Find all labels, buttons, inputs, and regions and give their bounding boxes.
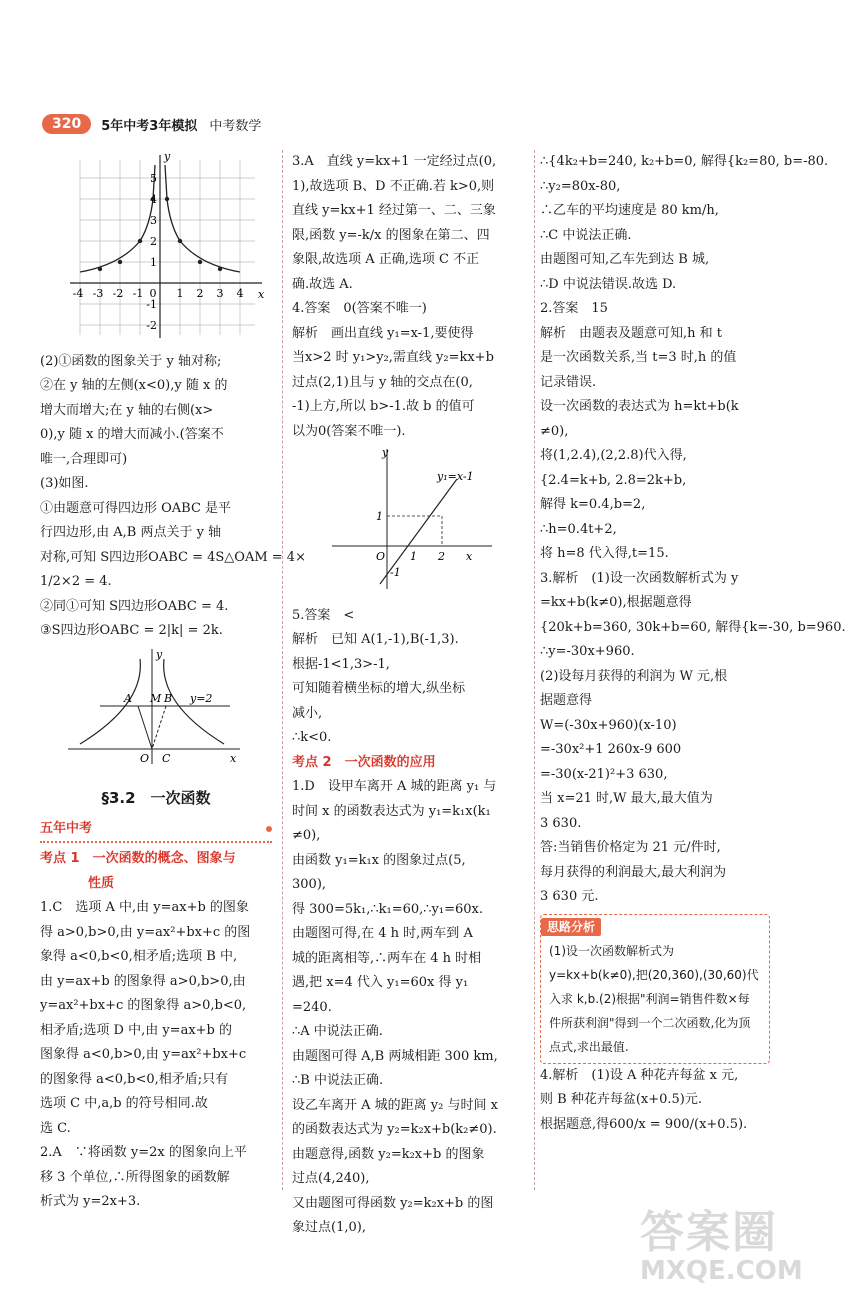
text-line: 5.答案 < — [292, 607, 355, 623]
text-line: 1.C 选项 A 中,由 y=ax+b 的图象 — [40, 900, 249, 915]
text-line: 直线 y=kx+1 经过第一、二、三象 — [292, 203, 496, 218]
text-line: 由题图可得 A,B 两城相距 300 km, — [292, 1048, 498, 1064]
graph-label: y=2 — [190, 691, 213, 705]
text-line: 对称,可知 S四边形OABC = 4S△OAM = 4× — [40, 549, 306, 565]
graph-label: O — [376, 550, 386, 563]
graph-label: 1 — [376, 510, 383, 523]
text-line: W=(-30x+960)(x-10) — [540, 717, 677, 733]
graph-label: y — [382, 446, 389, 459]
graph-label: O — [140, 751, 150, 765]
text-line: 唯一,合理即可) — [40, 451, 128, 467]
text-line: 1),故选项 B、D 不正确.若 k>0,则 — [292, 178, 495, 194]
idea-text: (1)设一次函数解析式为 y=kx+b(k≠0),把(20,360),(30,60)代入求 k,b.(2)根据"利润=销售件数×每件所获利润"得到一个二次函数,化为顶点式,求出最值. — [549, 943, 759, 1054]
graph-label: -1 — [390, 566, 401, 579]
text-line: 由题意得,函数 y₂=k₂x+b 的图象 — [292, 1146, 485, 1162]
text-line: =kx+b(k≠0),根据题意得 — [540, 595, 692, 610]
text-line: -1)上方,所以 b>-1.故 b 的值可 — [292, 399, 475, 414]
text-line: 以为0(答案不唯一). — [292, 423, 406, 439]
text-line: 1.D 设甲车离开 A 城的距离 y₁ 与 — [292, 779, 497, 794]
text-line: 解析 由题表及题意可知,h 和 t — [540, 325, 722, 341]
text-line: (2)设每月获得的利润为 W 元,根 — [540, 668, 728, 684]
tick-label: -2 — [146, 319, 157, 332]
graph-label: M — [150, 691, 162, 705]
graph-label: 2 — [438, 550, 445, 563]
kaodian-heading-cont: 性质 — [88, 875, 115, 891]
tick-label: -3 — [92, 287, 104, 300]
text-line: 选项 C 中,a,b 的符号相同.故 — [40, 1096, 208, 1111]
text-line: 行四边形,由 A,B 两点关于 y 轴 — [40, 525, 222, 540]
text-line: (2)①函数的图象关于 y 轴对称; — [40, 353, 222, 369]
text-line: 又由题图可得函数 y₂=k₂x+b 的图 — [292, 1195, 494, 1211]
text-line: (3)如图. — [40, 476, 89, 491]
text-line: ③S四边形OABC = 2|k| = 2k. — [40, 623, 223, 638]
axis-label-x: x — [258, 288, 265, 301]
text-line: 选 C. — [40, 1120, 71, 1136]
tick-label: 1 — [150, 256, 157, 269]
tick-label: -4 — [72, 287, 84, 300]
text-line: 的函数表达式为 y₂=k₂x+b(k₂≠0). — [292, 1122, 497, 1137]
graph-label: y — [156, 647, 163, 661]
text-line: 增大而增大;在 y 轴的右侧(x> — [40, 402, 214, 418]
text-line: 根据-1<1,3>-1, — [292, 656, 390, 672]
linear-graph — [292, 444, 529, 594]
text-line: 每月获得的利润最大,最大利润为 — [540, 864, 727, 880]
text-line: 3 630. — [540, 815, 582, 831]
text-line: 当x>2 时 y₁>y₂,需直线 y₂=kx+b — [292, 350, 494, 365]
text-line: ≠0), — [292, 828, 321, 843]
text-line: ∴乙车的平均速度是 80 km/h, — [540, 203, 719, 218]
graph-label: B — [164, 691, 173, 705]
axis-label-y: y — [164, 150, 171, 163]
tick-label: 3 — [150, 214, 157, 227]
text-line: 由题图可得,在 4 h 时,两车到 A — [292, 926, 473, 941]
text-line: 减小, — [292, 705, 323, 721]
section-title: §3.2 一次函数 — [101, 789, 211, 807]
five-year-label: 五年中考 — [40, 820, 93, 836]
graph-label: C — [162, 751, 171, 765]
text-line: 的图象得 a<0,b<0,相矛盾;只有 — [40, 1071, 229, 1087]
text-line: ∴{4k₂+b=240, k₂+b=0, 解得{k₂=80, b=-80. — [540, 154, 829, 169]
text-line: 2.答案 15 — [540, 301, 608, 316]
graph-label: x — [230, 751, 237, 765]
kaodian-heading: 考点 2 一次函数的应用 — [292, 754, 436, 770]
text-line: 设乙车离开 A 城的距离 y₂ 与时间 x — [292, 1097, 498, 1113]
text-line: 确.故选 A. — [292, 276, 353, 292]
column-separator — [534, 150, 535, 1190]
text-line: 3.解析 (1)设一次函数解析式为 y — [540, 570, 739, 586]
graph-label: A — [124, 691, 132, 705]
text-line: 由题图可知,乙车先到达 B 城, — [540, 252, 710, 267]
column-separator — [282, 150, 283, 1190]
text-line: ∴k<0. — [292, 730, 332, 745]
text-line: 将(1,2.4),(2,2.8)代入得, — [540, 448, 687, 463]
text-line: 0),y 随 x 的增大而减小.(答案不 — [40, 427, 224, 442]
text-line: ①由题意可得四边形 OABC 是平 — [40, 500, 232, 516]
text-line: 据题意得 — [540, 693, 593, 708]
text-line: 得 a>0,b>0,由 y=ax²+bx+c 的图 — [40, 924, 251, 940]
tick-label: -1 — [146, 298, 157, 311]
text-line: =-30x²+1 260x-9 600 — [540, 742, 682, 757]
text-line: 限,函数 y=-k/x 的图象在第二、四 — [292, 227, 490, 243]
text-line: 象过点(1,0), — [292, 1220, 366, 1235]
text-line: =-30(x-21)²+3 630, — [540, 766, 668, 782]
text-line: 4.解析 (1)设 A 种花卉每盆 x 元, — [540, 1067, 739, 1083]
hyperbola-graph — [40, 644, 272, 769]
text-line: 将 h=8 代入得,t=15. — [540, 546, 669, 561]
tick-label: 4 — [236, 287, 244, 300]
watermark-sub: MXQE.COM — [640, 1256, 803, 1286]
tick-label: -1 — [132, 287, 144, 300]
text-line: ∴h=0.4t+2, — [540, 521, 617, 537]
idea-tag: 思路分析 — [541, 918, 601, 936]
page-header — [42, 112, 261, 136]
text-line: 相矛盾;选项 D 中,由 y=ax+b 的 — [40, 1022, 232, 1038]
text-line: ∴y₂=80x-80, — [540, 178, 621, 194]
graph-label: 1 — [410, 550, 417, 563]
text-line: 城的距离相等,∴两车在 4 h 时相 — [292, 950, 482, 966]
page-number: 320 — [42, 114, 91, 134]
column-2 — [292, 150, 529, 1241]
tick-label: 2 — [196, 287, 204, 300]
text-line: 则 B 种花卉每盆(x+0.5)元. — [540, 1092, 702, 1107]
text-line: 图象得 a<0,b>0,由 y=ax²+bx+c — [40, 1047, 247, 1062]
idea-box — [540, 914, 770, 1064]
text-line: 过点(2,1)且与 y 轴的交点在(0, — [292, 374, 473, 390]
five-year-banner — [40, 817, 272, 844]
text-line: 300), — [292, 877, 327, 892]
text-line: 记录错误. — [540, 374, 597, 390]
text-line: ∴B 中说法正确. — [292, 1073, 384, 1088]
text-line: 是一次函数关系,当 t=3 时,h 的值 — [540, 350, 737, 365]
text-line: 设一次函数的表达式为 h=kt+b(k — [540, 399, 739, 414]
text-line: =240. — [292, 999, 332, 1015]
text-line: 过点(4,240), — [292, 1171, 370, 1186]
text-line: ②在 y 轴的左侧(x<0),y 随 x 的 — [40, 378, 228, 393]
text-line: 得 300=5k₁,∴k₁=60,∴y₁=60x. — [292, 901, 483, 917]
text-line: ≠0), — [540, 423, 569, 439]
tick-label: 3 — [216, 287, 224, 300]
text-line: 时间 x 的函数表达式为 y₁=k₁x(k₁ — [292, 803, 491, 819]
text-line: 2.A ∵将函数 y=2x 的图象向上平 — [40, 1145, 247, 1160]
tick-label: -2 — [112, 287, 124, 300]
text-line: ∴C 中说法正确. — [540, 227, 632, 243]
graph-label: y₁=x-1 — [437, 470, 474, 483]
text-line: 象限,故选项 A 正确,选项 C 不正 — [292, 252, 480, 267]
text-line: 当 x=21 时,W 最大,最大值为 — [540, 791, 713, 806]
text-line: 移 3 个单位,∴所得图象的函数解 — [40, 1169, 230, 1185]
watermark — [640, 1196, 803, 1286]
text-line: ∴y=-30x+960. — [540, 644, 635, 659]
text-line: 根据题意,得600/x = 900/(x+0.5). — [540, 1116, 748, 1132]
tick-label: 0 — [149, 287, 157, 300]
text-line: ∴D 中说法错误.故选 D. — [540, 276, 677, 292]
book-title: 5年中考3年模拟 — [101, 118, 198, 134]
tick-label: 1 — [176, 287, 184, 300]
tick-label: 5 — [150, 172, 157, 185]
graph-label: x — [466, 550, 473, 563]
text-line: 解得 k=0.4,b=2, — [540, 497, 646, 512]
text-line: ②同①可知 S四边形OABC = 4. — [40, 598, 229, 614]
text-line: 3.A 直线 y=kx+1 一定经过点(0, — [292, 154, 497, 169]
reciprocal-graph — [40, 150, 272, 340]
text-line: 3 630 元. — [540, 889, 599, 904]
text-line: 遇,把 x=4 代入 y₁=60x 得 y₁ — [292, 975, 469, 990]
column-1 — [40, 150, 306, 1215]
text-line: {2.4=k+b, 2.8=2k+b, — [540, 472, 687, 488]
subject-label: 中考数学 — [209, 118, 262, 134]
text-line: 由函数 y₁=k₁x 的图象过点(5, — [292, 852, 466, 868]
kaodian-heading: 考点 1 一次函数的概念、图象与 — [40, 851, 236, 866]
text-line: ∴A 中说法正确. — [292, 1024, 383, 1039]
tick-label: 4 — [150, 193, 157, 206]
text-line: 1/2×2 = 4. — [40, 574, 112, 589]
text-line: 可知随着横坐标的增大,纵坐标 — [292, 681, 466, 696]
text-line: {20k+b=360, 30k+b=60, 解得{k=-30, b=960. — [540, 619, 846, 635]
bullet-dot-icon — [266, 826, 272, 832]
watermark-main: 答案圈 — [640, 1207, 778, 1258]
text-line: 由 y=ax+b 的图象得 a>0,b>0,由 — [40, 973, 246, 989]
text-line: 解析 画出直线 y₁=x-1,要使得 — [292, 325, 474, 341]
text-line: 4.答案 0(答案不唯一) — [292, 301, 427, 316]
tick-label: 2 — [150, 235, 157, 248]
column-3 — [540, 150, 846, 1137]
text-line: 解析 已知 A(1,-1),B(-1,3). — [292, 632, 459, 647]
text-line: 象得 a<0,b<0,相矛盾;选项 B 中, — [40, 949, 238, 964]
text-line: y=ax²+bx+c 的图象得 a>0,b<0, — [40, 998, 247, 1013]
text-line: 析式为 y=2x+3. — [40, 1194, 141, 1209]
text-line: 答:当销售价格定为 21 元/件时, — [540, 840, 721, 855]
